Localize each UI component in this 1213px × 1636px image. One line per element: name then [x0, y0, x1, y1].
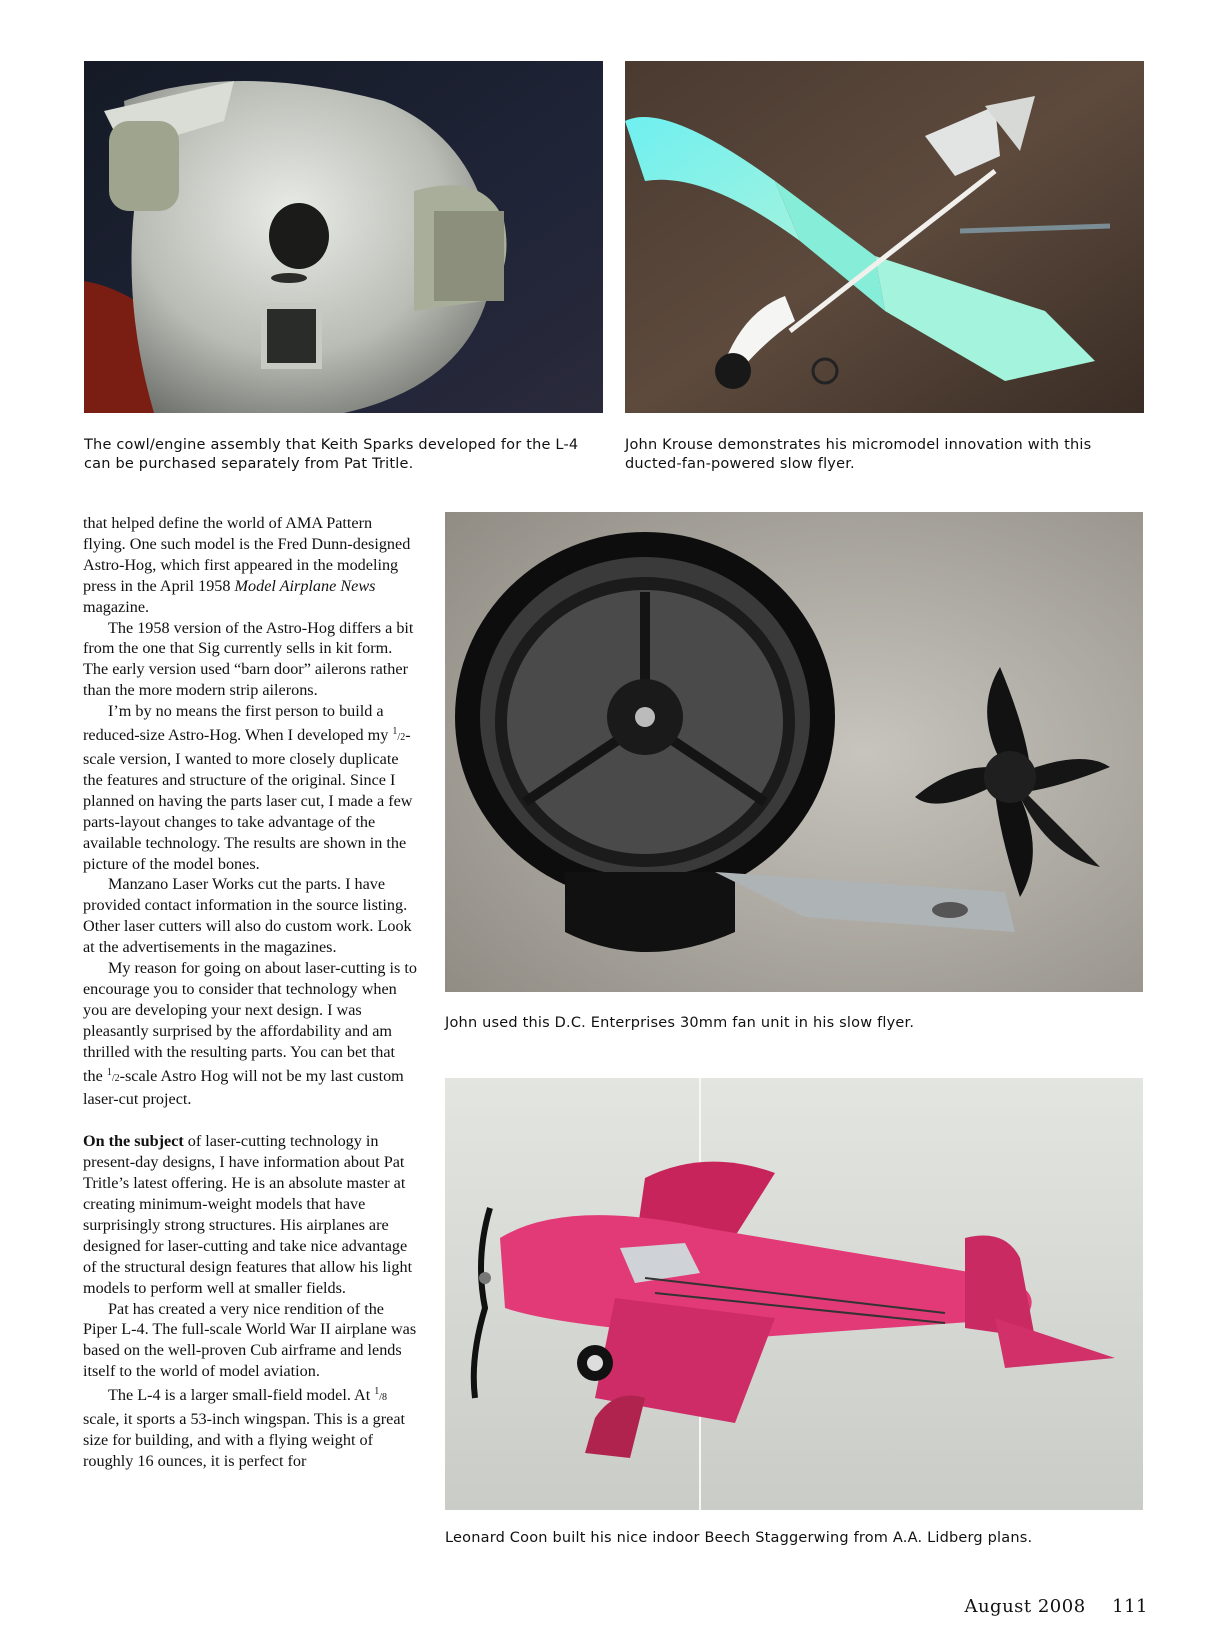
cowl-engine-photo: [84, 61, 603, 413]
article-paragraph: My reason for going on about laser-cutting is to encourage you to consider that technology when you are developing your next design. I was pleasantly surprised by the affordability and am thrilled with the resulting parts. You can bet that the $^1$/2-scale Astro Hog will not be my last custom laser-cut project.: [83, 959, 417, 1109]
slow-flyer-caption: John Krouse demonstrates his micromodel innovation with this ducted-fan-powered slow flyer.: [625, 437, 1092, 472]
issue-date: August 2008: [964, 1596, 1086, 1617]
page-number: 111: [1112, 1596, 1148, 1617]
article-paragraph: The L-4 is a larger small-field model. At $^1$/8 scale, it sports a 53-inch wingspan. This is a great size for building, and with a flying weight of roughly 16 ounces, it is perfect for: [83, 1386, 406, 1470]
page-footer: [964, 1596, 1148, 1617]
article-paragraph: The 1958 version of the Astro-Hog differs a bit from the one that Sig currently sells in kit form. The early version used “barn door” ailerons rather than the more modern strip ailerons.: [83, 618, 414, 700]
article-paragraph: that helped define the world of AMA Pattern flying. One such model is the Fred Dunn-designed Astro-Hog, which first appeared in the modeling press in the April 1958 Model Airplane News magazine.: [83, 514, 411, 616]
article-paragraph: On the subject of laser-cutting technology in present-day designs, I have information about Pat Tritle’s latest offering. He is an absolute master at creating minimum-weight models that have surprisingly strong structures. His airplanes are designed for laser-cutting and take nice advantage of the structural design features that allow his light models to perform well at smaller fields.: [83, 1132, 413, 1297]
cowl-caption: The cowl/engine assembly that Keith Sparks developed for the L-4 can be purchased separately from Pat Tritle.: [84, 437, 579, 472]
article-paragraph: I’m by no means the first person to build a reduced-size Astro-Hog. When I developed my $^1$/2-scale version, I wanted to more closely duplicate the features and structure of the original. Since I planned on having the parts laser cut, I made a few parts-layout changes to take advantage of the available technology. The results are shown in the picture of the model bones.: [83, 702, 413, 873]
staggerwing-caption: Leonard Coon built his nice indoor Beech Staggerwing from A.A. Lidberg plans.: [445, 1530, 1033, 1546]
section-lead-in: On the subject: [83, 1132, 184, 1151]
magazine-title: Model Airplane News: [234, 576, 376, 595]
article-column: [83, 513, 418, 1472]
staggerwing-photo: [445, 1078, 1143, 1510]
article-paragraph: Pat has created a very nice rendition of the Piper L-4. The full-scale World War II airplane was based on the well-proven Cub airframe and lends itself to the world of model aviation.: [83, 1299, 417, 1381]
article-paragraph: Manzano Laser Works cut the parts. I have provided contact information in the source listing. Other laser cutters will also do custom work. Look at the advertisements in the magazines.: [83, 875, 412, 957]
fan-unit-caption: John used this D.C. Enterprises 30mm fan unit in his slow flyer.: [445, 1015, 915, 1031]
fan-unit-photo: [445, 512, 1143, 992]
slow-flyer-photo: [625, 61, 1144, 413]
